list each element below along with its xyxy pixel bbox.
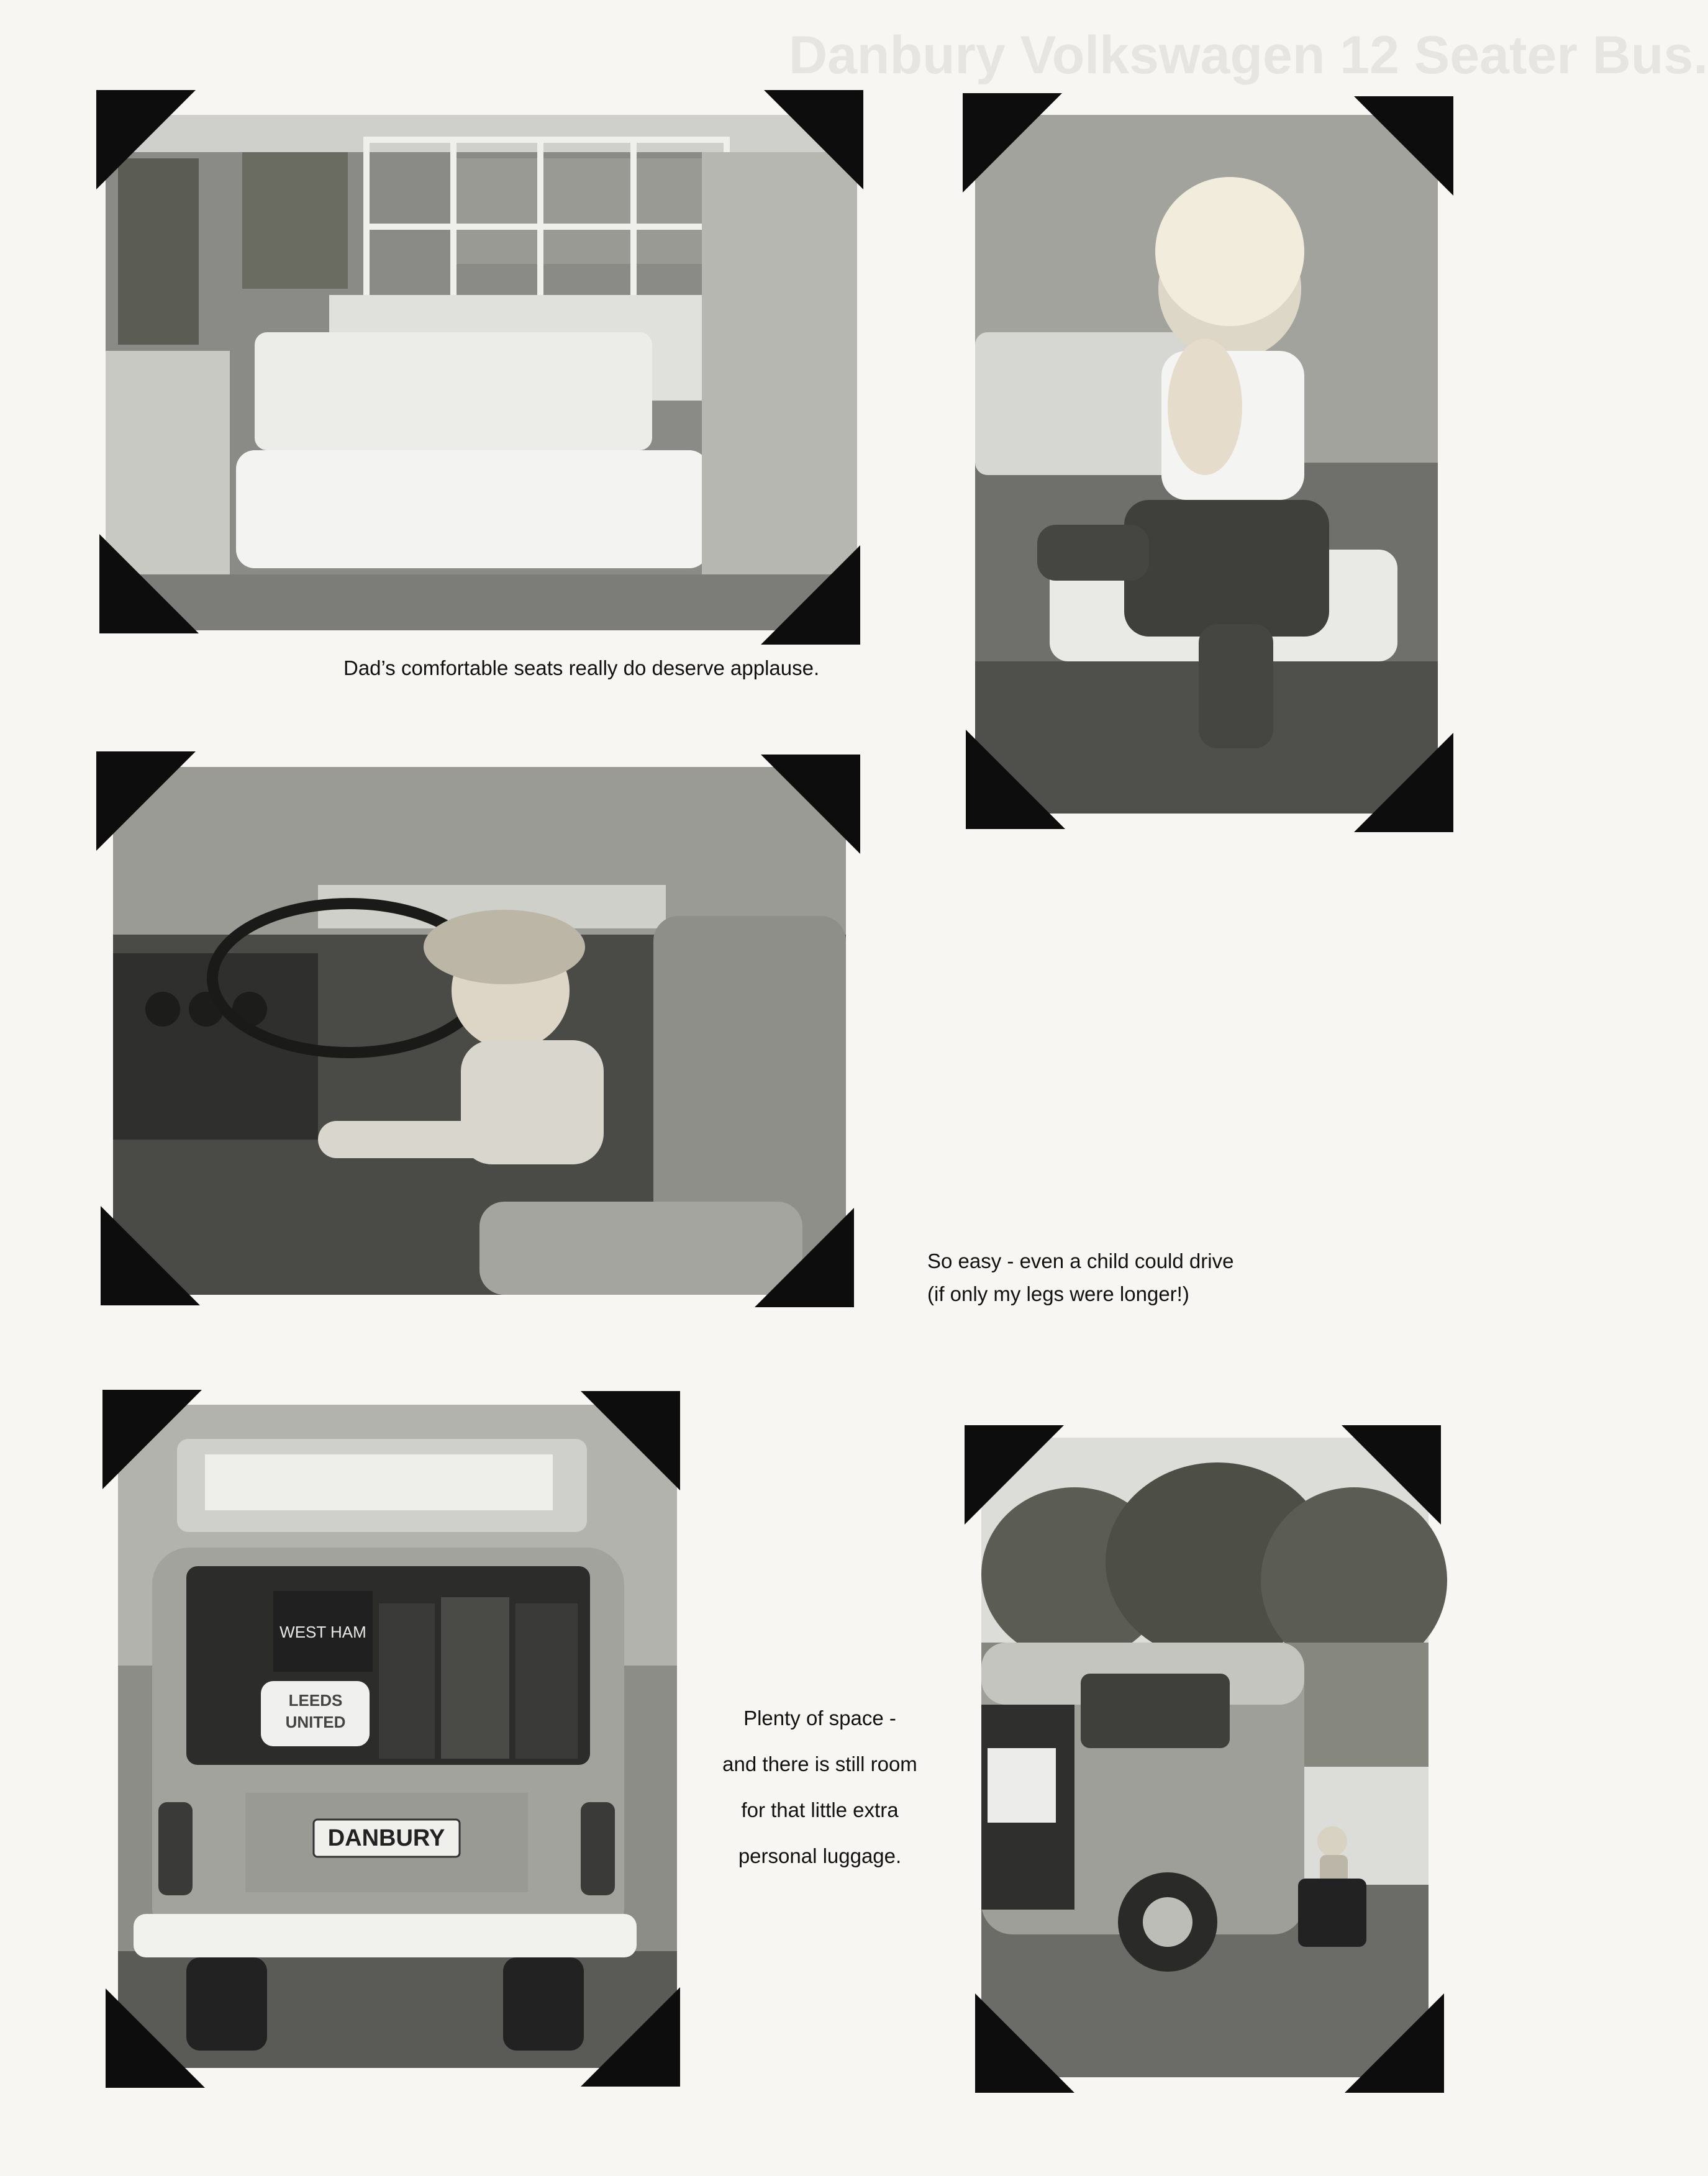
bag-label-west-ham: WEST HAM xyxy=(279,1623,366,1641)
photo-corner xyxy=(99,534,199,633)
caption-space xyxy=(671,1695,969,1879)
caption-drive-line2: (if only my legs were longer!) xyxy=(927,1282,1189,1305)
child-clapping-illustration xyxy=(975,115,1438,814)
photo-rear-seats xyxy=(106,115,857,630)
caption-space-line4: personal luggage. xyxy=(738,1844,902,1867)
photo-corner xyxy=(761,545,860,645)
caption-seats: Dad’s comfortable seats really do deserve applause. xyxy=(343,656,820,679)
photo-rear-luggage xyxy=(118,1405,677,2068)
photo-child-with-suitcase xyxy=(981,1438,1429,2077)
caption-space-line3: for that little extra xyxy=(741,1798,899,1821)
photo-corner xyxy=(755,1208,854,1307)
photo-corner xyxy=(1345,1993,1444,2093)
caption-drive xyxy=(927,1245,1233,1311)
rear-seats-illustration xyxy=(106,115,857,630)
photo-corner xyxy=(965,1425,1064,1525)
photo-corner xyxy=(966,730,1065,829)
photo-corner xyxy=(1342,1425,1441,1525)
photo-corner xyxy=(764,90,863,189)
photo-corner xyxy=(581,1391,680,1490)
photo-corner xyxy=(975,1993,1074,2093)
photo-child-clapping xyxy=(975,115,1438,814)
caption-space-line2: and there is still room xyxy=(722,1752,917,1775)
rear-luggage-illustration xyxy=(118,1405,677,2068)
child-with-suitcase-illustration xyxy=(981,1438,1429,2077)
photo-corner xyxy=(96,90,196,189)
photo-child-at-wheel xyxy=(113,767,846,1295)
caption-drive-line1: So easy - even a child could drive xyxy=(927,1249,1234,1272)
bag-label-leeds: LEEDS xyxy=(288,1691,343,1710)
photo-corner xyxy=(761,755,860,854)
photo-corner xyxy=(1354,733,1453,832)
child-at-wheel-illustration xyxy=(113,767,846,1295)
photo-corner xyxy=(96,751,196,851)
photo-corner xyxy=(963,93,1062,193)
photo-corner xyxy=(581,1987,680,2087)
bag-label-united: UNITED xyxy=(285,1713,346,1731)
photo-corner xyxy=(101,1206,200,1305)
license-plate: DANBURY xyxy=(327,1825,445,1851)
show-through-title: Danbury Volkswagen 12 Seater Bus. xyxy=(789,25,1708,85)
photo-corner xyxy=(102,1390,202,1489)
caption-space-line1: Plenty of space - xyxy=(743,1707,896,1729)
photo-corner xyxy=(1354,96,1453,196)
photo-corner xyxy=(106,1988,205,2088)
